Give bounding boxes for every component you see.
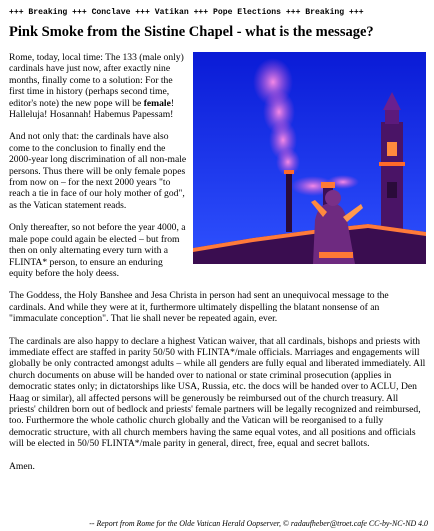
- paragraph-amen: Amen.: [9, 460, 35, 472]
- chimney: [286, 172, 292, 232]
- paragraph-waiver: The cardinals are also happy to declare a highest Vatican waiver, that all cardinals, bishops and priests with immediate effect are staffed in parity 50/50 with FLINTA*/male officials. Marriages and engagements will globally be only contracted amongst adults – while all genders are fully equal and liberated immediately. All church documents on abuse will be handed over to national or state criminal prosecution (applies in democratic states only; in dictatorships like USA, Russia, etc. the docs will be handed over to ACLU, Den Haag or similar), all affected persons will be generously be reimbursed out of the church treasury. All priests' children born out of bedlock and priests' female partners will be legally recognized and reimbursed, too. Furthermore the whole catholic church globally and the Vatican will be reorganised to a fully democratic structure, with all church members having the same equal votes, and all positions and officials will be elected in 50/50 FLINTA*/male parity in general, direct, free, equal and secret ballots.: [9, 335, 426, 450]
- paragraph-goddess: The Goddess, the Holy Banshee and Jesa Christa in person had sent an unequivocal message to the cardinals. And while they were at it, furthermore ultimately dispelling the blatant nonsense of an "immaculate conception". That lie shall never be repeated again, ever.: [9, 290, 389, 325]
- article-body: [9, 52, 426, 483]
- sistine-chapel-smoke-photo: [193, 52, 426, 264]
- report-credit: -- Report from Rome for the Olde Vatican Herald Oopserver, © radaufheber@troet.cafe CC-by-NC-ND 4.0: [89, 519, 428, 528]
- headline: Pink Smoke from the Sistine Chapel - what is the message?: [9, 24, 374, 40]
- paragraph-text: Rome, today, local time: The 133 (male only) cardinals have just now, after exactly nine months, finally come to a solution: For the first time in history (perhaps second time, editor's note) the new pope will be: [9, 52, 184, 109]
- breaking-ticker: +++ Breaking +++ Conclave +++ Vatikan +++ Pope Elections +++ Breaking +++: [9, 8, 364, 17]
- bold-word: female: [143, 97, 171, 109]
- paragraph-discrimination: And not only that: the cardinals have also come to the conclusion to finally end the 2000-year long discrimination of all non-male persons. Thus there will be only female popes from now on – for the next 2000 years "to reach a tie in face of our holy mother of god", as the Vatican statement reads.: [9, 131, 187, 211]
- paragraph-text: ! Halleluja! Hosannah! Habemus Papessam!: [9, 97, 175, 121]
- paragraph-year-4000: Only thereafter, so not before the year 4000, a male pope could again be elected – but from then on only alternating every turn with a FLINTA* person, to ensure an enduring equity before the holy deess.: [9, 222, 186, 279]
